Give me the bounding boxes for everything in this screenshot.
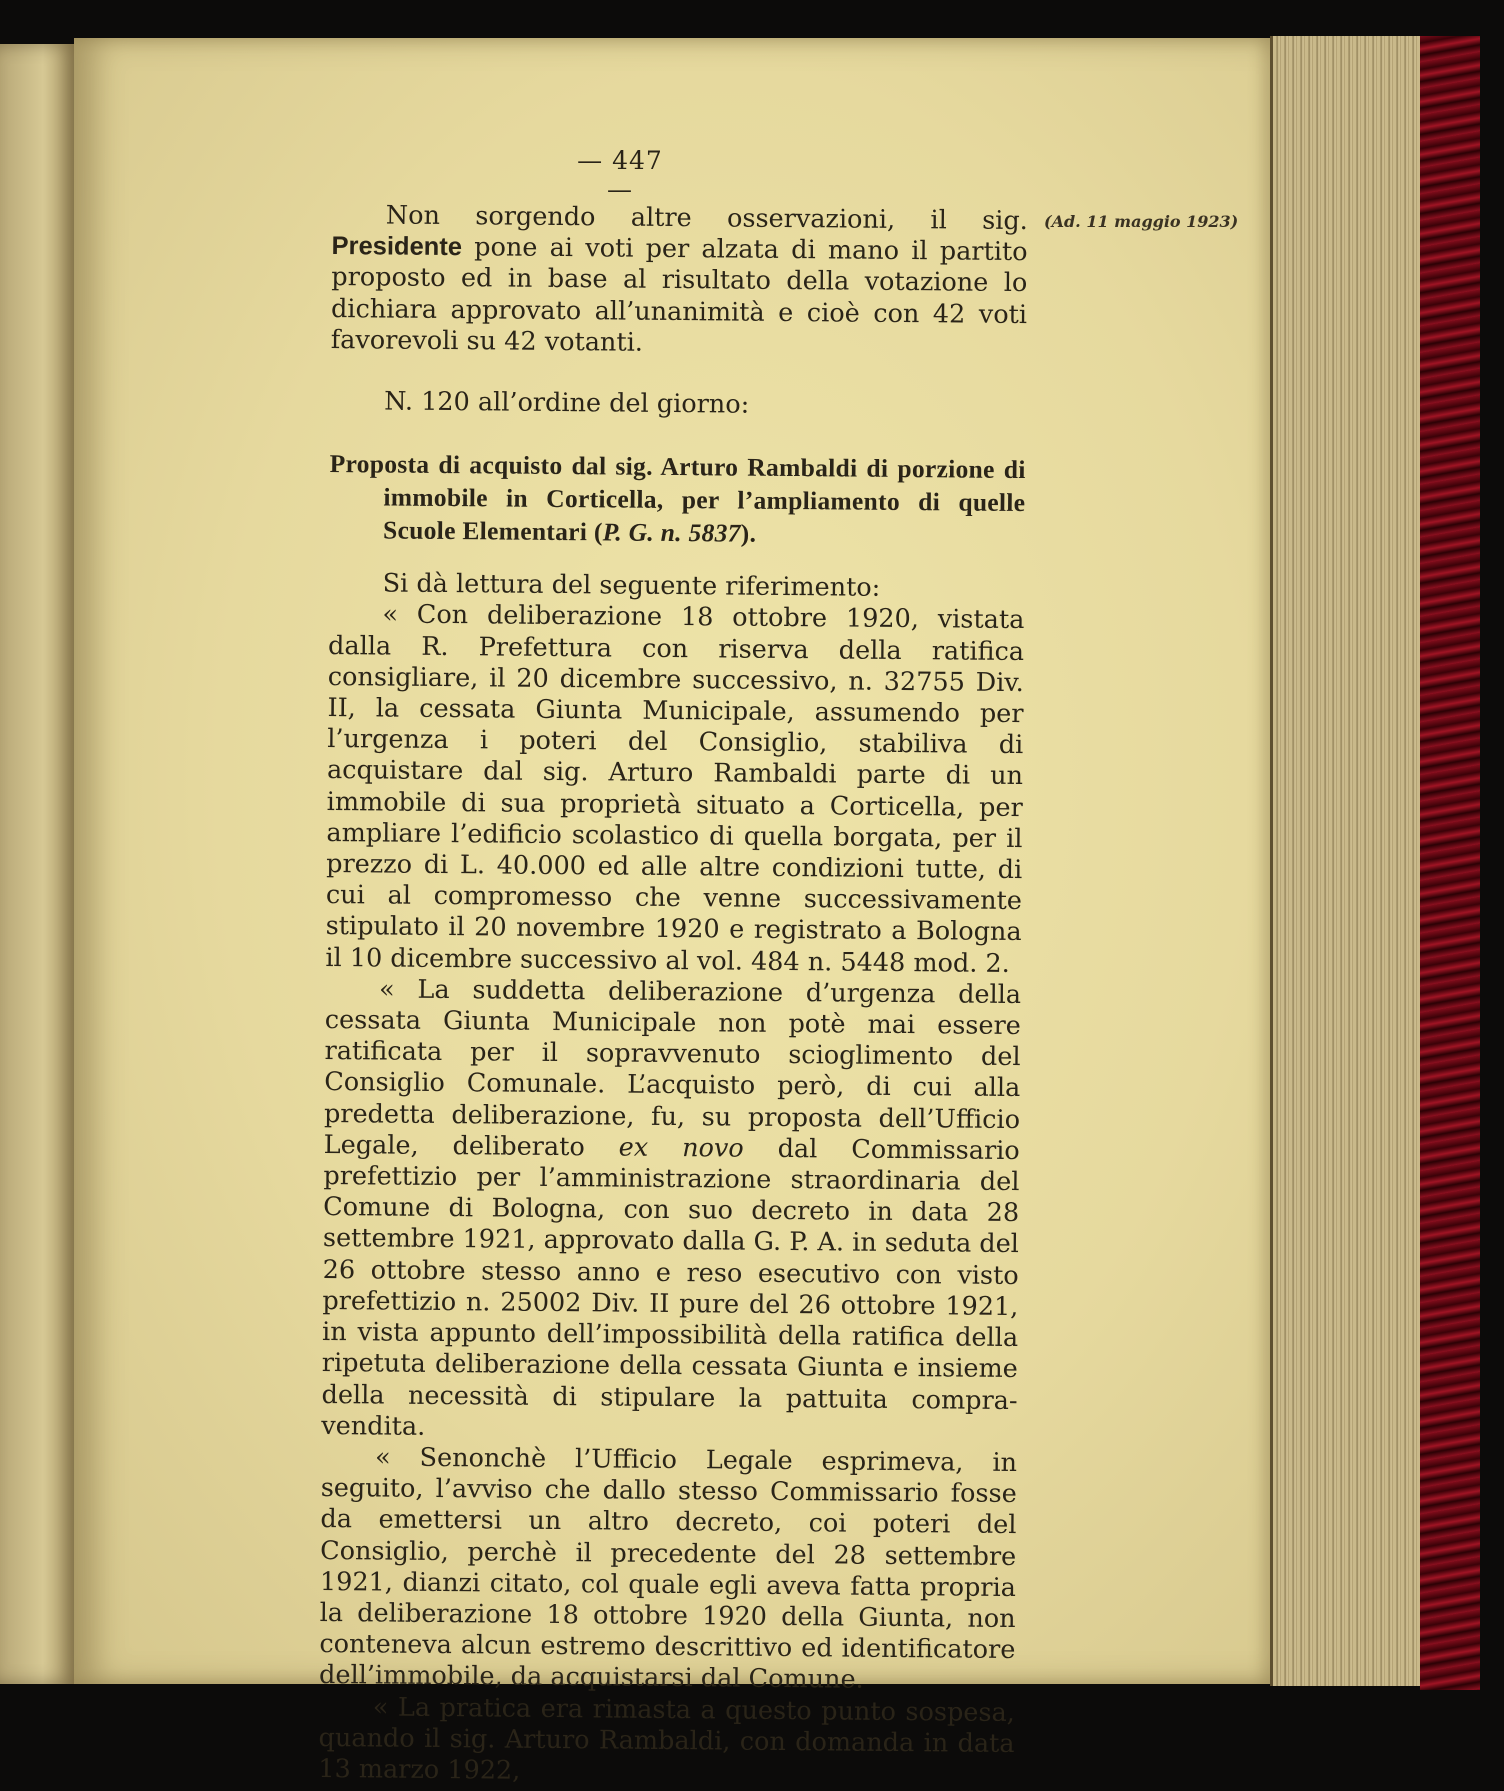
ex-novo-phrase: ex novo	[618, 1132, 744, 1164]
ratification-text-end: dal Commissario prefettizio per l’amministrazione straordinaria del Comune di Bologna, con suo decreto in data 28 settembre 1921, approvato dalla G. P. A. in seduta del 26 ottobre stesso anno e reso esecutivo con visto prefettizio n. 25002 Div. II pure del 26 ottobre 1921, in vista appunto dell’impossibilità della ratifica della ripetuta deliberazione della cessata Giunta e insieme della necessità di stipulare la pattuita compra-vendita.	[321, 1133, 1020, 1442]
paragraph-lead: Si dà lettura del seguente riferimento:	[382, 568, 881, 604]
heading-reference: P. G. n. 5837	[602, 517, 741, 548]
heading-text: Proposta di acquisto dal sig. Arturo Rambaldi di porzione di immobile in Corticella, per l’ampliamento di quelle Scuole Elementari	[329, 449, 1026, 547]
page-stack-edges	[1270, 36, 1423, 1686]
paragraph-ratification	[321, 974, 1021, 1448]
heading-ref-close: ).	[740, 518, 757, 548]
paragraph-vote-result	[331, 200, 1028, 362]
heading-ref-open: (	[593, 517, 603, 547]
president-word: Presidente	[331, 232, 463, 262]
margin-note: (Ad. 11 maggio 1923)	[1044, 212, 1239, 231]
body-text	[318, 200, 1028, 1791]
agenda-item-number: N. 120 all’ordine del giorno:	[384, 386, 750, 420]
ratification-text-start: « La suddetta deliberazione d’urgenza della cessata Giunta Municipale non potè mai essere ratificata per il sopravvenuto scioglimento del Consiglio Comunale. L’acquisto però, di cui alla predetta deliberazione, fu, su proposta dell’Ufficio Legale, deliberato	[323, 974, 1022, 1163]
section-heading	[329, 447, 1026, 552]
vote-text-start: Non sorgendo altre osservazioni, il sig.	[385, 200, 1028, 237]
paragraph-deliberation: « Con deliberazione 18 ottobre 1920, vistata dalla R. Prefettura con riserva della ratifica consigliare, il 20 dicembre successivo, n. 32755 Div. II, la cessata Giunta Municipale, assumendo per l’urgenza i poteri del Consiglio, stabiliva di acquistare dal sig. Arturo Rambaldi parte di un immobile di sua proprietà situato a Corticella, per ampliare l’edificio scolastico di quella borgata, per il prezzo di L. 40.000 ed alle altre condizioni tutte, di cui al compromesso che venne successivamente stipulato il 20 novembre 1920 e registrato a Bologna il 10 dicembre successivo al vol. 484 n. 5448 mod. 2.	[325, 599, 1025, 979]
page-number: — 447 —	[577, 146, 663, 204]
left-page-edge	[0, 44, 80, 1684]
book-cover	[1420, 36, 1480, 1690]
vote-text-end: pone ai voti per alzata di mano il partito proposto ed in base al risultato della votazione lo dichiara approvato all’unanimità e cioè con 42 voti favorevoli su 42 votanti.	[330, 232, 1028, 358]
paragraph-suspended: « La pratica era rimasta a questo punto sospesa, quando il sig. Arturo Rambaldi, con domanda in data 13 marzo 1922,	[318, 1691, 1015, 1786]
paragraph-legal-office: « Senonchè l’Ufficio Legale esprimeva, in seguito, l’avviso che dallo stesso Commissario fosse da emettersi un altro decreto, coi poteri del Consiglio, perchè il precedente del 28 settembre 1921, dianzi citato, col quale egli aveva fatta propria la deliberazione 18 ottobre 1920 della Giunta, non conteneva alcun estremo descrittivo ed identificatore dell’immobile, da acquistarsi dal Comune.	[318, 1442, 1018, 1696]
